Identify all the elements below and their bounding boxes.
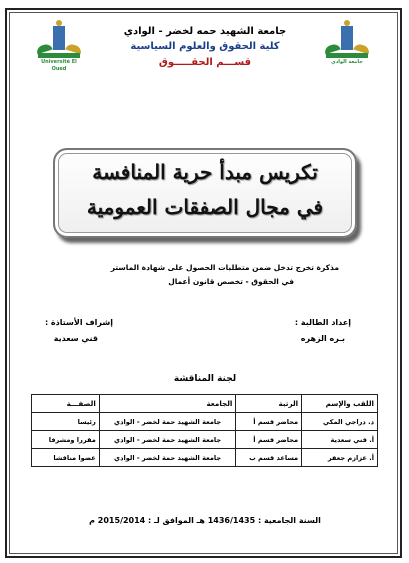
university-name: جامعة الشهيد حمه لخضر - الوادي [123, 26, 287, 37]
member-university: جامعة الشهيد حمة لخضر - الوادي [99, 431, 236, 449]
header-rank: الرتبة [236, 395, 302, 413]
supervisor-label: إشراف الأستاذة : [44, 318, 113, 327]
table-row [32, 431, 378, 449]
table-row [32, 449, 378, 467]
thesis-title-line-2: في مجال الصفقات العمومية [86, 195, 324, 219]
member-name: أ. قني سعدية [302, 431, 378, 449]
committee-title: لجنة المناقشة [173, 374, 237, 384]
student-label: إعداد الطالبة : [294, 318, 351, 327]
member-rank: محاضر قسم أ [236, 431, 302, 449]
member-name: د. دراجي المكي [302, 413, 378, 431]
logo-caption: Université El Oued [41, 59, 77, 72]
member-role: عضوا مناقشا [32, 449, 100, 467]
memo-description-line-2: في الحقوق - تخصص قانون أعمال [168, 277, 294, 286]
member-name: أ. عزازم جعفر [302, 449, 378, 467]
member-role: مقررا ومشرفا [32, 431, 100, 449]
thesis-title-line-1: تكريس مبدأ حرية المنافسة [92, 160, 318, 184]
committee-header-row [32, 395, 378, 413]
member-role: رئيسا [32, 413, 100, 431]
header-name: اللقب والإسم [302, 395, 378, 413]
university-logo-left [34, 22, 84, 72]
member-university: جامعة الشهيد حمة لخضر - الوادي [99, 449, 236, 467]
faculty-name: كلية الحقوق والعلوم السياسية [130, 41, 280, 52]
member-rank: محاضر قسم أ [236, 413, 302, 431]
member-university: جامعة الشهيد حمة لخضر - الوادي [99, 413, 236, 431]
department-name: قســـم الحقـــــوق [158, 57, 252, 68]
member-rank: مساعد قسم ب [236, 449, 302, 467]
header-university: الجامعة [99, 395, 236, 413]
logo-caption-ar: جامعة الوادي [331, 59, 363, 65]
academic-year: السنة الجامعية : 1436/1435 هـ الموافق لـ : 2015/2014 م [89, 516, 321, 525]
committee-table [31, 394, 378, 467]
header-role: الصفـــة [32, 395, 100, 413]
student-name: بـره الزهره [300, 334, 345, 343]
table-row [32, 413, 378, 431]
supervisor-name: قني سعدية [53, 334, 98, 343]
memo-description-line-1: مذكرة تخرج تدخل ضمن متطلبات الحصول على شهادة الماستر [110, 263, 339, 272]
university-logo-right [322, 22, 372, 66]
